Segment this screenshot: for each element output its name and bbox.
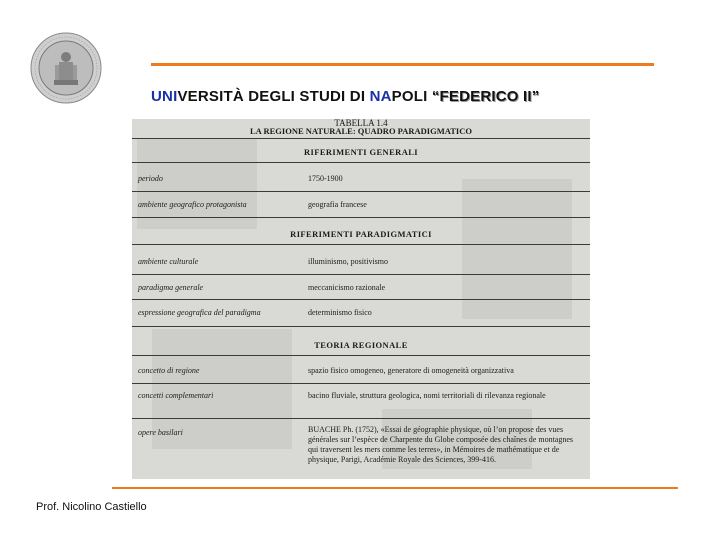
table-rule (132, 383, 590, 384)
section-heading: RIFERIMENTI GENERALI (303, 147, 419, 157)
title-highlight-na: NA (369, 88, 392, 105)
table-caption: TABELLA 1.4 (334, 119, 388, 128)
footer-author: Prof. Nicolino Castiello (36, 501, 147, 513)
title-highlight-uni: UNI (151, 88, 178, 105)
table-rule (132, 326, 590, 327)
section-heading: TEORIA REGIONALE (314, 340, 408, 350)
title-text-2: POLI (391, 88, 432, 105)
university-seal-icon (30, 32, 102, 104)
table-rule (132, 355, 590, 356)
row-label: periodo (138, 174, 163, 183)
row-label: concetti complementari (138, 391, 214, 400)
table-rule (132, 217, 590, 218)
table-rule (132, 244, 590, 245)
row-value: BUACHE Ph. (1752), «Essai de géographie physique, où l’on propose des vues générales sur l’espèce de Charpente du Globe composée des chaînes de montagnes qui traversent les mers comme les terres», in Mémoires de mathématique et de physique, Parigi, Académie Royale des Sciences, 399-416. (308, 425, 574, 464)
table-rule (132, 138, 590, 139)
row-label: ambiente culturale (138, 257, 199, 266)
row-value: meccanicismo razionale (308, 283, 386, 292)
row-value: 1750-1900 (308, 174, 343, 183)
table-rule (132, 191, 590, 192)
header-accent-line (151, 63, 654, 66)
table-rule (132, 299, 590, 300)
row-value: geografia francese (308, 200, 367, 209)
row-label: paradigma generale (138, 283, 204, 292)
row-label: opere basilari (138, 428, 183, 437)
row-value: bacino fluviale, struttura geologica, nomi territoriali di rilevanza regionale (308, 391, 546, 400)
row-value: illuminismo, positivismo (308, 257, 389, 266)
table-rule (132, 274, 590, 275)
row-value: spazio fisico omogeneo, generatore di omogeneità organizzativa (308, 366, 514, 375)
table-rule (132, 162, 590, 163)
scanned-table-image (132, 119, 590, 479)
table-title: LA REGIONE NATURALE: QUADRO PARADIGMATICO (250, 126, 472, 136)
row-label: ambiente geografico protagonista (138, 200, 247, 209)
page-title (151, 88, 539, 105)
title-federico: “FEDERICO II” (431, 88, 540, 105)
row-label: espressione geografica del paradigma (138, 308, 261, 317)
section-heading: RIFERIMENTI PARADIGMATICI (290, 229, 432, 239)
title-text-1: VERSITÀ DEGLI STUDI DI (177, 88, 370, 105)
footer-accent-line (112, 487, 678, 489)
row-label: concetto di regione (138, 366, 200, 375)
row-value: determinismo fisico (308, 308, 372, 317)
table-rule (132, 418, 590, 419)
